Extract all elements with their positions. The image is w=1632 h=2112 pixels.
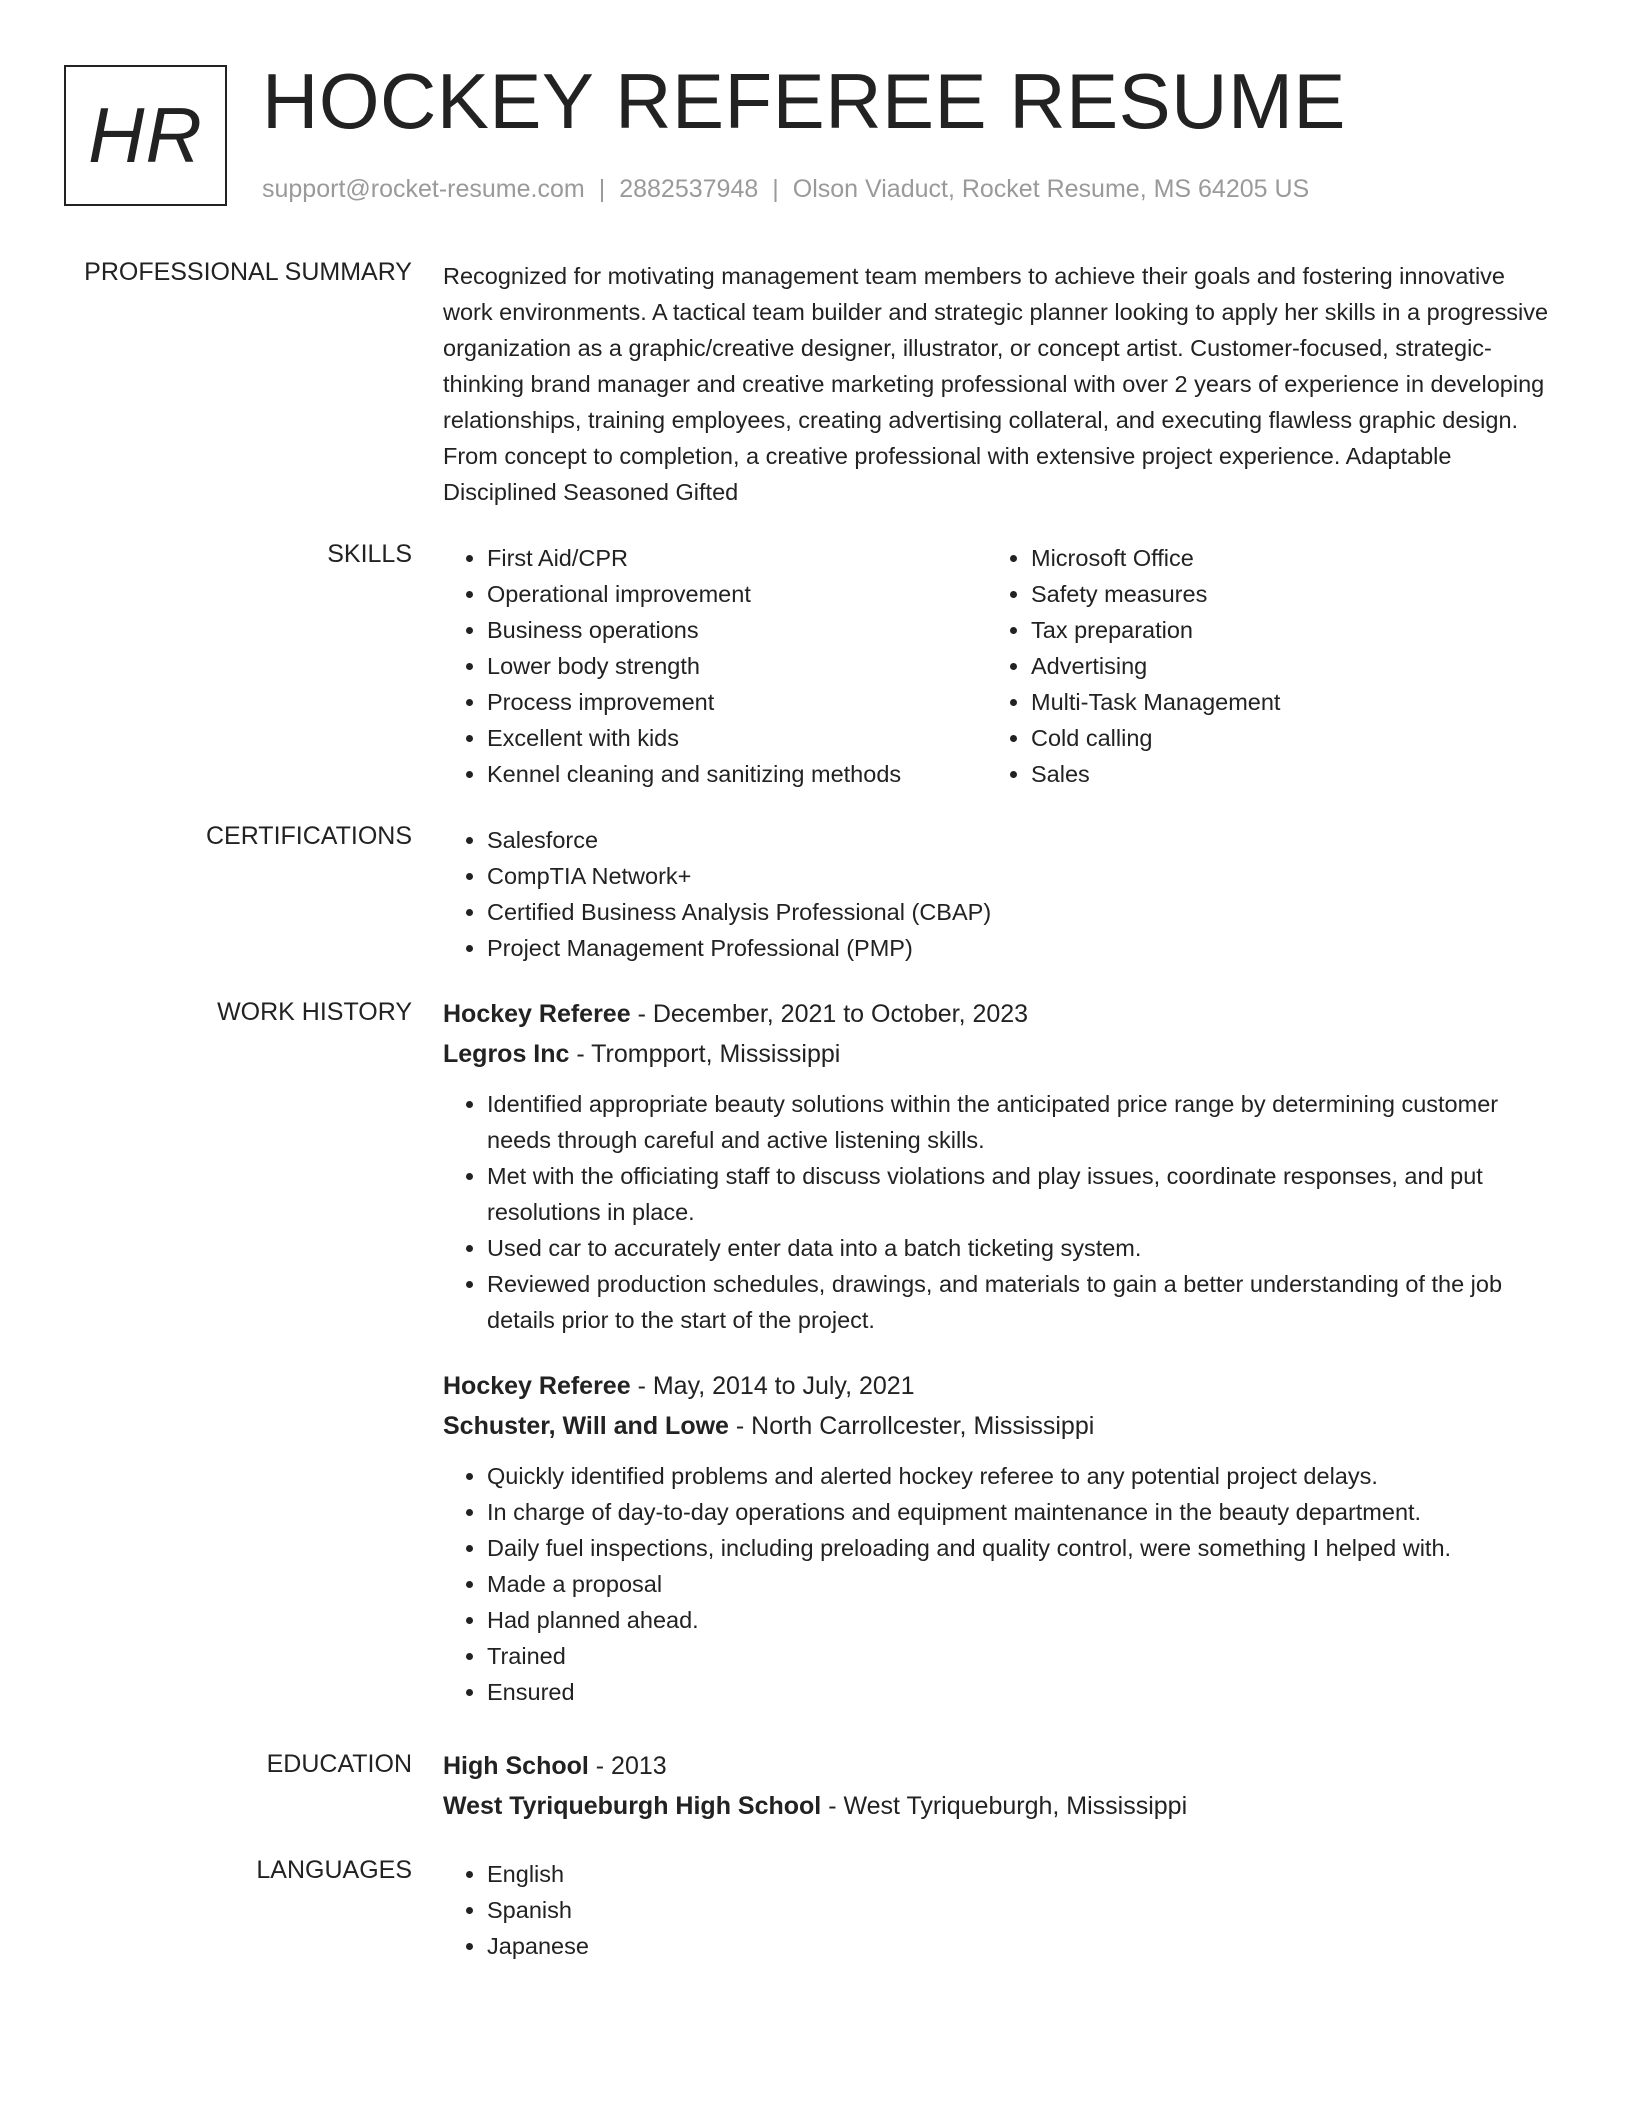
list-item: • Safety measures	[1031, 576, 1531, 612]
list-item: • Lower body strength	[487, 648, 987, 684]
summary-text: Recognized for motivating management team members to achieve their goals and fostering innovative work environments. A tactical team builder and strategic planner looking to apply her skills in a progressive organization as a graphic/creative designer, illustrator, or concept artist. Customer-focused, strategic-thinking brand manager and creative marketing professional with over 2 years of experience in developing relationships, training employees, creating advertising collateral, and executing flawless graphic design. From concept to completion, a creative professional with extensive project experience. Adaptable Disciplined Seasoned Gifted	[443, 263, 1549, 505]
section-label: EDUCATION	[266, 1750, 412, 1778]
list-item: • Ensured	[487, 1674, 1555, 1710]
list-item: • Spanish	[487, 1892, 1555, 1928]
section-label: CERTIFICATIONS	[205, 822, 412, 850]
skills-list	[987, 540, 1531, 792]
company-name: Schuster, Will and Lowe	[443, 1412, 729, 1440]
list-item: • Japanese	[487, 1928, 1555, 1964]
contact-phone: 2882537948	[619, 175, 759, 203]
summary-content	[443, 258, 1555, 510]
certifications-list	[443, 822, 1555, 966]
job-title-line	[443, 1366, 1555, 1406]
separator: |	[772, 175, 779, 203]
contact-address: Olson Viaduct, Rocket Resume, MS 64205 US	[792, 175, 1310, 203]
job-bullets	[443, 1086, 1555, 1338]
skills-column	[987, 540, 1531, 792]
certifications-content	[443, 822, 1555, 966]
job-bullets	[443, 1458, 1555, 1710]
education-content	[443, 1746, 1555, 1826]
list-item: • Excellent with kids	[487, 720, 987, 756]
section-label: LANGUAGES	[256, 1856, 412, 1884]
list-item: • Microsoft Office	[1031, 540, 1531, 576]
job-title: Hockey Referee	[443, 1000, 631, 1028]
list-item: • Process improvement	[487, 684, 987, 720]
list-item: • Made a proposal	[487, 1566, 1555, 1602]
degree-line	[443, 1746, 1555, 1786]
list-item: • Cold calling	[1031, 720, 1531, 756]
languages-list	[443, 1856, 1555, 1964]
company-location: - North Carrollcester, Mississippi	[728, 1412, 1095, 1440]
skills-columns	[443, 540, 1555, 792]
work-history-content	[443, 994, 1555, 1710]
list-item: • English	[487, 1856, 1555, 1892]
list-item: • Reviewed production schedules, drawings, and materials to gain a better understanding of the job details prior to the start of the project.	[487, 1266, 1555, 1338]
separator: |	[598, 175, 606, 203]
list-item: • Quickly identified problems and alerted hockey referee to any potential project delays.	[487, 1458, 1555, 1494]
list-item: • Kennel cleaning and sanitizing methods	[487, 756, 987, 792]
list-item: • Daily fuel inspections, including preloading and quality control, were something I helped with.	[487, 1530, 1555, 1566]
list-item: • First Aid/CPR	[487, 540, 987, 576]
list-item: • Met with the officiating staff to discuss violations and play issues, coordinate responses, and put resolutions in place.	[487, 1158, 1555, 1230]
section-label: WORK HISTORY	[217, 998, 412, 1026]
job-entry	[443, 1366, 1555, 1710]
list-item: • Had planned ahead.	[487, 1602, 1555, 1638]
contact-email: support@rocket-resume.com	[262, 175, 585, 203]
resume-title: HOCKEY REFEREE RESUME	[262, 57, 1346, 145]
list-item: • Sales	[1031, 756, 1531, 792]
list-item: • Used car to accurately enter data into a batch ticketing system.	[487, 1230, 1555, 1266]
job-dates: - May, 2014 to July, 2021	[630, 1372, 915, 1400]
skills-list	[443, 540, 987, 792]
list-item: • Advertising	[1031, 648, 1531, 684]
job-title: Hockey Referee	[443, 1372, 631, 1400]
languages-content	[443, 1856, 1555, 1964]
initials-monogram: HR	[64, 65, 227, 206]
job-company-line	[443, 1406, 1555, 1446]
skills-column	[443, 540, 987, 792]
school-line	[443, 1786, 1555, 1826]
school-name: West Tyriqueburgh High School	[443, 1792, 822, 1820]
list-item: • In charge of day-to-day operations and equipment maintenance in the beauty department.	[487, 1494, 1555, 1530]
company-location: - Trompport, Mississippi	[569, 1040, 841, 1068]
list-item: • Trained	[487, 1638, 1555, 1674]
contact-line	[262, 175, 1309, 204]
job-title-line	[443, 994, 1555, 1034]
job-dates: - December, 2021 to October, 2023	[630, 1000, 1029, 1028]
degree: High School	[443, 1752, 589, 1780]
list-item: • CompTIA Network+	[487, 858, 1555, 894]
list-item: • Business operations	[487, 612, 987, 648]
list-item: • Project Management Professional (PMP)	[487, 930, 1555, 966]
section-label: PROFESSIONAL SUMMARY	[84, 258, 412, 286]
graduation-year: - 2013	[588, 1752, 667, 1780]
list-item: • Identified appropriate beauty solutions within the anticipated price range by determining customer needs through careful and active listening skills.	[487, 1086, 1555, 1158]
job-entry	[443, 994, 1555, 1338]
list-item: • Multi-Task Management	[1031, 684, 1531, 720]
company-name: Legros Inc	[443, 1040, 570, 1068]
school-location: - West Tyriqueburgh, Mississippi	[821, 1792, 1188, 1820]
list-item: • Certified Business Analysis Professional (CBAP)	[487, 894, 1555, 930]
job-company-line	[443, 1034, 1555, 1074]
section-label: SKILLS	[327, 540, 412, 568]
list-item: • Salesforce	[487, 822, 1555, 858]
list-item: • Tax preparation	[1031, 612, 1531, 648]
list-item: • Operational improvement	[487, 576, 987, 612]
